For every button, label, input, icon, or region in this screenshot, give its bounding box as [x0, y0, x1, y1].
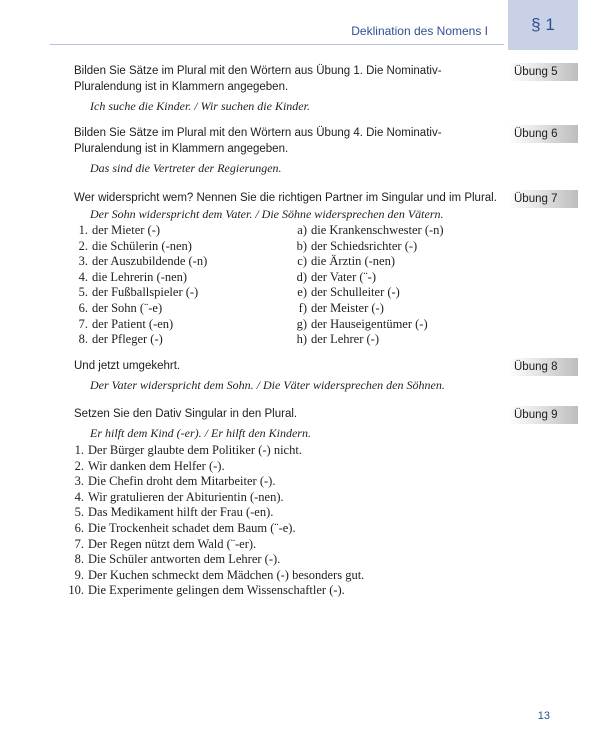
list-item: 4. die Lehrerin (-nen)	[78, 269, 188, 284]
list-item: 9. Der Kuchen schmeckt dem Mädchen (-) besonders gut.	[74, 567, 365, 582]
list-item: 2. Wir danken dem Helfer (-).	[74, 458, 225, 473]
exercise-8-badge: Übung 8	[508, 358, 578, 376]
exercise-8	[74, 358, 504, 393]
section-tab: § 1	[508, 0, 578, 50]
list-item: d) der Vater (¨-)	[296, 269, 377, 284]
exercise-5-badge: Übung 5	[508, 63, 578, 81]
exercise-8-instruction: Und jetzt umgekehrt.	[74, 360, 181, 372]
exercise-5	[74, 63, 504, 114]
list-item: 6. Die Trockenheit schadet dem Baum (¨-e).	[74, 520, 296, 535]
exercise-5-instruction: Bilden Sie Sätze im Plural mit den Wörtern aus Übung 1. Die Nominativ-Pluralendung ist in Klammern angegeben.	[74, 65, 442, 93]
exercise-5-example: Ich suche die Kinder. / Wir suchen die Kinder.	[90, 99, 310, 113]
exercise-7	[74, 190, 504, 222]
list-item: g) der Hauseigentümer (-)	[296, 316, 428, 331]
list-item: 1. der Mieter (-)	[78, 223, 161, 237]
exercise-6	[74, 125, 504, 176]
list-item: 10. Die Experimente gelingen dem Wissenschaftler (-).	[68, 583, 345, 598]
list-item: 5. Das Medikament hilft der Frau (-en).	[74, 505, 274, 520]
list-item: c) die Ärztin (-nen)	[297, 254, 395, 269]
exercise-7-badge: Übung 7	[508, 190, 578, 208]
list-item: 2. die Schülerin (-nen)	[78, 238, 192, 253]
exercise-6-example: Das sind die Vertreter der Regierungen.	[90, 161, 282, 175]
exercise-9-list	[68, 443, 364, 599]
list-item: e) der Schulleiter (-)	[297, 285, 400, 300]
list-item: 5. der Fußballspieler (-)	[78, 285, 199, 300]
exercise-7-right-list	[291, 223, 444, 348]
list-item: 7. Der Regen nützt dem Wald (¨-er).	[74, 536, 257, 551]
list-item: 8. Die Schüler antworten dem Lehrer (-).	[74, 552, 281, 567]
list-item: 4. Wir gratulieren der Abiturientin (-nen).	[74, 489, 284, 504]
list-item: 8. der Pfleger (-)	[78, 332, 163, 347]
list-item: h) der Lehrer (-)	[296, 332, 380, 347]
exercise-6-badge: Übung 6	[508, 125, 578, 143]
exercise-7-instruction: Wer widerspricht wem? Nennen Sie die richtigen Partner im Singular und im Plural.	[74, 192, 497, 204]
exercise-9	[74, 406, 504, 441]
list-item: 7. der Patient (-en)	[78, 316, 174, 331]
exercise-7-left-list	[72, 223, 207, 348]
list-item: 6. der Sohn (¨-e)	[78, 300, 163, 315]
exercise-7-example: Der Sohn widerspricht dem Vater. / Die Söhne widersprechen den Vätern.	[90, 207, 444, 221]
list-item: f) der Meister (-)	[298, 300, 384, 315]
chapter-title: Deklination des Nomens I	[351, 24, 488, 38]
exercise-8-example: Der Vater widerspricht dem Sohn. / Die Väter widersprechen den Söhnen.	[90, 378, 445, 392]
list-item: 3. Die Chefin droht dem Mitarbeiter (-).	[74, 474, 276, 489]
header-divider	[50, 44, 504, 45]
exercise-9-badge: Übung 9	[508, 406, 578, 424]
list-item: 1. Der Bürger glaubte dem Politiker (-) nicht.	[74, 443, 302, 457]
page-number: 13	[537, 710, 550, 722]
list-item: b) der Schiedsrichter (-)	[296, 238, 418, 253]
exercise-6-instruction: Bilden Sie Sätze im Plural mit den Wörtern aus Übung 4. Die Nominativ-Pluralendung ist in Klammern angegeben.	[74, 127, 442, 155]
exercise-9-example: Er hilft dem Kind (-er). / Er hilft den Kindern.	[90, 426, 311, 440]
list-item: 3. der Auszubildende (-n)	[78, 254, 208, 269]
exercise-9-instruction: Setzen Sie den Dativ Singular in den Plural.	[74, 408, 298, 420]
list-item: a) die Krankenschwester (-n)	[297, 223, 444, 237]
